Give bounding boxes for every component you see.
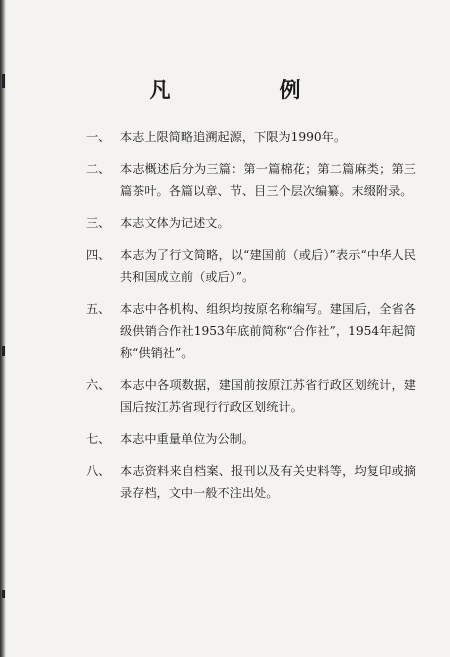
item-text: 本志为了行文简略，以“建国前（或后）”表示“中华人民共和国成立前（或后）”。 — [120, 248, 416, 284]
list-item — [86, 374, 416, 418]
scan-edge-mark — [2, 590, 5, 598]
item-text: 本志资料来自档案、报刊以及有关史料等，均复印或摘录存档，文中一般不注出处。 — [120, 464, 416, 500]
item-number: 八、 — [86, 464, 111, 478]
item-number: 一、 — [86, 130, 111, 144]
item-text: 本志概述后分为三篇：第一篇棉花；第二篇麻类；第三篇茶叶。各篇以章、节、目三个层次编纂。末缀附录。 — [120, 162, 416, 198]
item-number: 四、 — [86, 248, 111, 262]
list-item — [86, 428, 416, 450]
list-item — [86, 126, 416, 148]
page-title: 凡 例 — [149, 77, 345, 102]
item-text: 本志中各机构、组织均按原名称编写。建国后，全省各级供销合作社1953年底前简称“合作社”，1954年起简称“供销社”。 — [120, 302, 416, 360]
list-item — [86, 298, 416, 364]
item-text: 本志中重量单位为公制。 — [120, 432, 255, 446]
item-number: 五、 — [86, 302, 111, 316]
list-item — [86, 212, 416, 234]
guidelines-list — [86, 126, 416, 514]
item-text: 本志文体为记述文。 — [120, 216, 230, 230]
list-item — [86, 158, 416, 202]
item-number: 二、 — [86, 162, 111, 176]
item-text: 本志中各项数据，建国前按原江苏省行政区划统计，建国后按江苏省现行行政区划统计。 — [120, 378, 416, 414]
list-item — [86, 244, 416, 288]
item-number: 三、 — [86, 216, 111, 230]
item-text: 本志上限简略追溯起源，下限为1990年。 — [120, 130, 347, 144]
scan-edge-mark — [2, 346, 5, 356]
item-number: 六、 — [86, 378, 111, 392]
item-number: 七、 — [86, 432, 111, 446]
list-item — [86, 460, 416, 504]
